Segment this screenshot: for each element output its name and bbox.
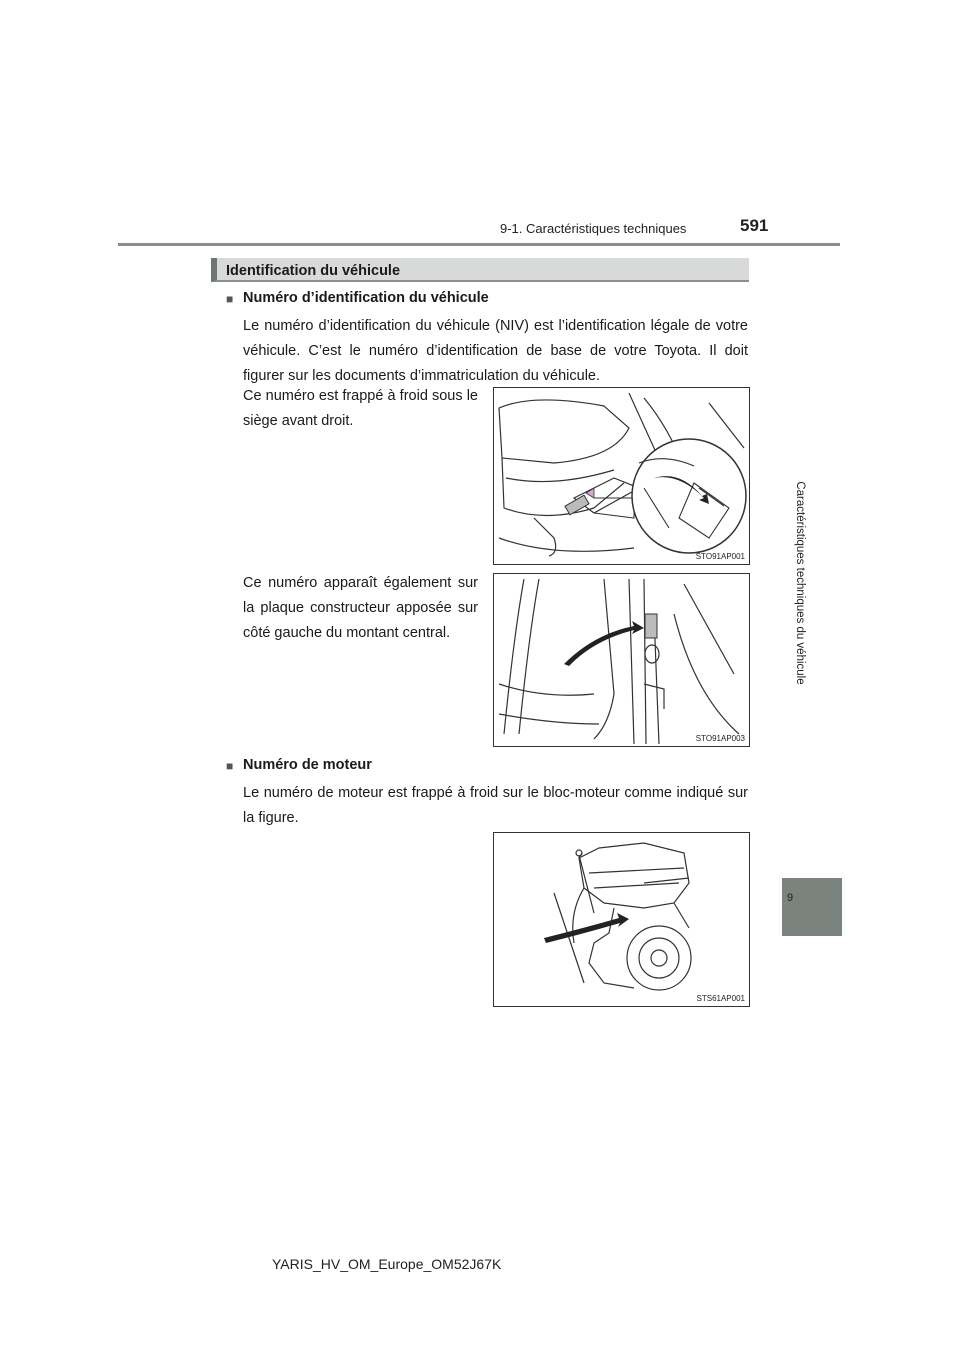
figure-engine-number (493, 832, 750, 1007)
vin-location-2: Ce numéro apparaît également sur la plaque constructeur apposée sur côté gauche du montant central. (243, 575, 478, 641)
vin-intro-paragraph: Le numéro d’identification du véhicule (NIV) est l’identification légale de votre véhicule. C’est le numéro d’identification de base de votre Toyota. Il doit figurer sur les documents d’immatriculation du véhicule. (243, 318, 748, 384)
section-title: Identification du véhicule (226, 263, 401, 279)
seat-illustration (494, 388, 749, 564)
vin-heading: Numéro d’identification du véhicule (243, 290, 489, 306)
vin-location-1: Ce numéro est frappé à froid sous le siège avant droit. (243, 388, 478, 429)
engine-paragraph: Le numéro de moteur est frappé à froid sur le bloc-moteur comme indiqué sur la figure. (243, 785, 748, 826)
figure-code: STS61AP001 (696, 994, 745, 1003)
figure-code: STO91AP003 (695, 734, 745, 743)
figure-code: STO91AP001 (695, 552, 745, 561)
page-number: 591 (740, 216, 769, 235)
running-header: 9-1. Caractéristiques techniques (500, 221, 687, 236)
header-rule (118, 243, 840, 246)
figure-pillar-plate (493, 573, 750, 747)
square-bullet-icon: ■ (226, 292, 234, 306)
square-bullet-icon: ■ (226, 759, 234, 773)
pillar-illustration (494, 574, 749, 746)
footer-doc-id: YARIS_HV_OM_Europe_OM52J67K (272, 1256, 502, 1272)
chapter-tab (782, 878, 842, 936)
engine-illustration (494, 833, 749, 1006)
chapter-side-label: Caractéristiques techniques du véhicule (794, 481, 806, 685)
chapter-number: 9 (787, 892, 794, 904)
engine-heading: Numéro de moteur (243, 757, 372, 773)
figure-seat-vin (493, 387, 750, 565)
